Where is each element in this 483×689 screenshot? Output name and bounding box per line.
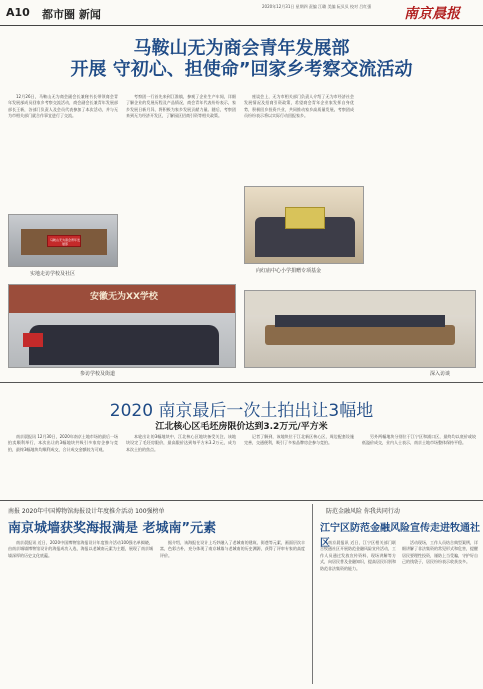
page-number: A10 (6, 6, 30, 19)
story2-col4: 另外两幅地块分别位于江宁区和浦口区，最终均以底价或较低溢价成交，业内人士表示，南京土地市场整体保持平稳。 (362, 434, 476, 446)
school-sign: 安徽无为XX学校 (90, 292, 158, 302)
story4-col1: 南京晨报讯 近日，江宁区相关部门联合牧通社区开展防范金融风险宣传活动，工作人员通过发放宣传资料、现场讲解等方式，向居民普及金融知识，提高居民识别和防范非法集资的能力。 (320, 540, 396, 571)
photo-donation (244, 186, 364, 264)
story1-col3: 座谈会上，无为市相关部门负责人介绍了无为市经济社会发展情况及招商引资政策，希望商会青年企业家发挥自身优势，积极回乡投资兴业，共同推动家乡高质量发展。考察团成员纷纷表示将以实际行动回报家乡。 (244, 94, 354, 119)
people-row (29, 325, 219, 365)
story1-col2: 考察团一行首先来到江淮镇，参观了企业生产车间，详细了解企业的发展历程及产品情况，商会青年代表纷纷表示，家乡发展日新月异，将积极为家乡发展贡献力量。随后，考察团来到无为经济开发区，了解园区招商引资等相关政策。 (126, 94, 236, 119)
newspaper-logo: 南京晨报 (404, 6, 460, 22)
conference-table (265, 325, 455, 345)
story1-headline: 开展 守初心、担使命”回家乡考察交流活动 (70, 59, 413, 80)
column-rule (312, 504, 313, 684)
banner-text: 马鞍山无为商会青年发展部 (49, 238, 80, 246)
story3-col2: 据介绍，该海报在设计上巧妙融入了老城南的建筑、街巷等元素，画面层次丰富，色彩古朴，充分体现了南京城墙与老城南的历史渊源，获得了评审专家的高度评价。 (160, 540, 305, 558)
red-flag (23, 333, 43, 347)
story2-col3: 记者了解到，该地块位于江北新区核心区，周边配套设施完善，交通便利，吸引了多家品牌房企参与竞拍。 (244, 434, 354, 446)
story2-headline: 2020 南京最后一次土拍出让3幅地 (109, 401, 374, 421)
story2-col2: 本轮出让的3幅地块中，江北核心区地块备受关注，该地块设定了毛坯房限价，最高限价达到每平方米3.2万元，成为本次土拍的焦点。 (126, 434, 236, 452)
story1-col1: 12月26日，马鞍山无为商会副会长兼秘书长带领商会青年发展部成员回家乡考察交流活动，商会副会长兼青年发展部部长王新，各部门负责人及会员代表参加了本次活动，并与无为市相关部门就合作事宜进行了交流。 (8, 94, 118, 119)
story1-kicker: 马鞍山无为商会青年发展部 (133, 38, 350, 59)
donation-board (285, 207, 325, 229)
story4-headline: 江宁区防范金融风险宣传走进牧通社区 (320, 523, 480, 549)
photo3-caption: 参访学校及街道 (80, 371, 116, 377)
divider-2 (0, 500, 483, 501)
photo-meeting (244, 290, 476, 368)
story2-subhead: 江北核心区毛坯房限价达到3.2万元/平方米 (155, 422, 328, 432)
dateline: 2020年12月31日 星期四 责编 江璐 美编 阮贝贝 校对 吕红强 (262, 4, 372, 9)
divider-1 (0, 382, 483, 383)
story4-kicker: 防范金融风险 你我共同行动 (326, 508, 400, 515)
story3-kicker: 南报 2020年中国博物馆海报设计年度推介活动 100强榜单 (8, 508, 165, 515)
story3-headline: 南京城墙获奖海报满是 老城南”元素 (8, 521, 217, 536)
story2-col1: 南京晨报讯 12月30日，2020年南京土地市场的最后一场拍卖顺利举行，本次出让的3幅地块共吸引多家房企参与竞拍，最终3幅地块均顺利成交，合计成交金额较为可观。 (8, 434, 118, 452)
section-title: 都市圈 新闻 (42, 8, 101, 21)
masthead (0, 0, 483, 26)
photo-group (8, 284, 236, 368)
story3-col1: 南京晨报讯 近日，2020中国博物馆海报设计年度推介活动100强名单揭晓，由南京城墙博物馆设计的海报成功入选，海报以老城南元素为主题，展现了南京城墙深厚的历史文化底蕴。 (8, 540, 153, 558)
story4-col2: 活动现场，工作人员结合典型案例，详细讲解了非法集资的常见形式和危害，提醒居民要理性投资，谨防上当受骗，守护好自己的钱袋子，居民纷纷表示收获良多。 (402, 540, 478, 565)
attendees (275, 315, 445, 327)
wall (245, 291, 476, 315)
photo4-caption: 深入访谈 (430, 371, 451, 377)
photo2-caption: 向红庙中心小学捐赠专项基金 (256, 268, 322, 274)
photo-school-visit (8, 214, 118, 267)
photo1-caption: 实地走访学校及社区 (30, 271, 76, 277)
